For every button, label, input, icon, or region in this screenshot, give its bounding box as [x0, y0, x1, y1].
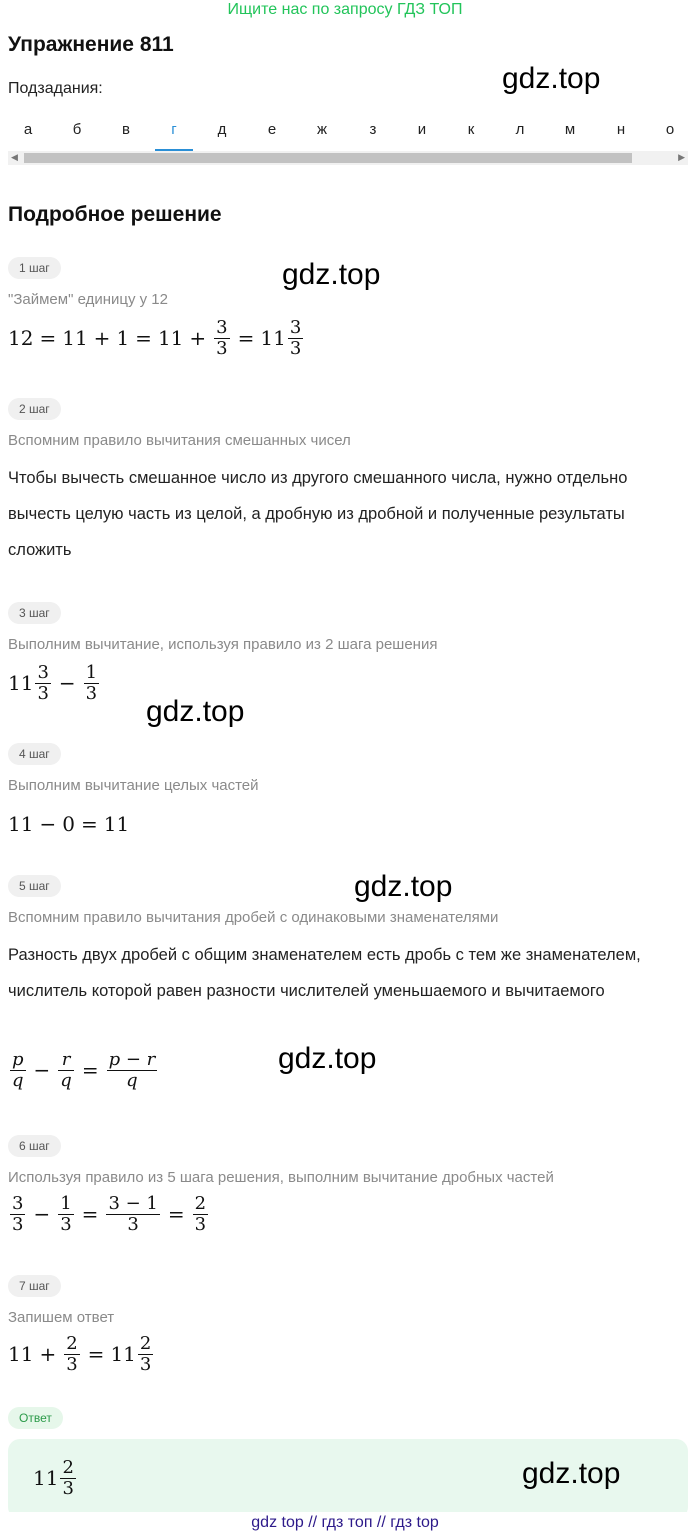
answer-badge: Ответ	[8, 1407, 63, 1429]
math-formula: $\frac{3}{3}$ − $\frac{1}{3}$ = $\frac{3 - 1}{3}$ = $\frac{2}{3}$	[12, 1193, 207, 1235]
tab-b[interactable]: б	[72, 121, 82, 138]
watermark: gdz.top	[354, 870, 453, 903]
step-badge: 2 шаг	[8, 398, 61, 420]
tab-m[interactable]: м	[564, 121, 576, 138]
step-hint: Выполним вычитание, используя правило из 2 шага решения	[8, 636, 438, 653]
watermark: gdz.top	[278, 1042, 377, 1075]
solution-title: Подробное решение	[8, 203, 222, 226]
step-badge: 6 шаг	[8, 1135, 61, 1157]
step-hint: "Займем" единицу у 12	[8, 291, 168, 308]
tab-n[interactable]: н	[616, 121, 626, 138]
answer-formula: 11 $\frac{2}{3}$	[33, 1457, 74, 1499]
tab-zh[interactable]: ж	[316, 121, 328, 138]
step-badge: 1 шаг	[8, 257, 61, 279]
scroll-left-icon[interactable]: ◀	[11, 152, 18, 162]
tabs-scrollbar[interactable]	[8, 151, 688, 165]
watermark: gdz.top	[502, 62, 601, 95]
tab-e[interactable]: е	[267, 121, 277, 138]
step-badge: 4 шаг	[8, 743, 61, 765]
rule-text: Разность двух дробей с общим знаменателем есть дробь с тем же знаменателем, числитель которой равен разности числителей уменьшаемого и вычитаемого	[8, 946, 641, 1000]
tab-a[interactable]: а	[23, 121, 33, 138]
watermark: gdz.top	[146, 695, 245, 728]
exercise-title: Упражнение 811	[8, 33, 174, 56]
step-hint: Вспомним правило вычитания дробей с одинаковыми знаменателями	[8, 909, 499, 926]
step-hint: Используя правило из 5 шага решения, выполним вычитание дробных частей	[8, 1169, 554, 1186]
step-hint: Вспомним правило вычитания смешанных чисел	[8, 432, 351, 449]
math-formula: $\frac{p}{q}$ − $\frac{r}{q}$ = $\frac{p - r}{q}$	[12, 1049, 156, 1091]
subtasks-label: Подзадания:	[8, 80, 103, 97]
tab-d[interactable]: д	[217, 121, 227, 138]
math-formula: 12 = 11 + 1 = 11 + $\frac{3}{3}$ = 11 $\frac{3}{3}$	[8, 317, 302, 359]
tab-v[interactable]: в	[122, 121, 130, 138]
footer-links[interactable]: gdz top // гдз топ // гдз top	[0, 1512, 690, 1537]
tab-z[interactable]: з	[369, 121, 377, 138]
step-hint: Выполним вычитание целых частей	[8, 777, 259, 794]
step-badge: 3 шаг	[8, 602, 61, 624]
tab-l[interactable]: л	[515, 121, 525, 138]
tab-i[interactable]: и	[417, 121, 427, 138]
step-hint: Запишем ответ	[8, 1309, 115, 1326]
watermark: gdz.top	[282, 258, 381, 291]
rule-text: Чтобы вычесть смешанное число из другого смешанного числа, нужно отдельно вычесть целую часть из целой, а дробную из дробной и полученные результаты сложить	[8, 469, 628, 559]
tab-g[interactable]: г	[155, 117, 193, 151]
step-badge: 5 шаг	[8, 875, 61, 897]
scrollbar-thumb[interactable]	[24, 153, 632, 163]
watermark: gdz.top	[522, 1457, 621, 1490]
tab-o[interactable]: о	[665, 121, 675, 138]
math-formula: 11 + $\frac{2}{3}$ = 11 $\frac{2}{3}$	[8, 1333, 152, 1375]
scroll-right-icon[interactable]: ▶	[678, 152, 685, 162]
step-badge: 7 шаг	[8, 1275, 61, 1297]
subtask-tabs	[0, 117, 690, 151]
tab-k[interactable]: к	[467, 121, 475, 138]
math-formula: 11 − 0 = 11	[8, 811, 130, 836]
math-formula: 11 $\frac{3}{3}$ − $\frac{1}{3}$	[8, 662, 98, 704]
search-banner: Ищите нас по запросу ГДЗ ТОП	[227, 1, 463, 18]
